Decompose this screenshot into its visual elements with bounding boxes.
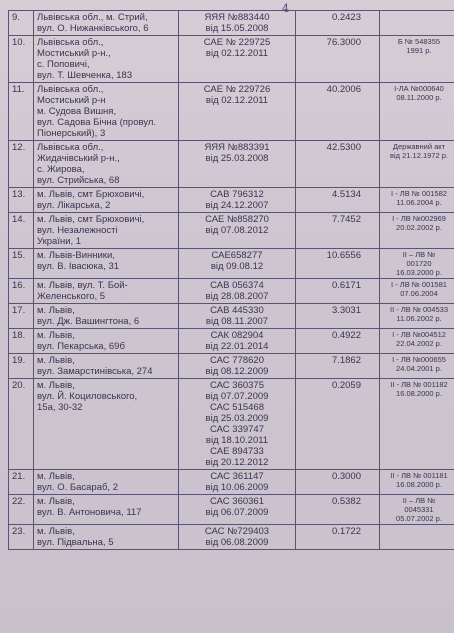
- certificate-cell-line: від 25.03.2009: [205, 413, 269, 424]
- address-cell: [34, 470, 179, 495]
- certificate-cell-line: САС 778620: [210, 355, 264, 366]
- table-row: [9, 11, 454, 36]
- address-cell-line: м. Львів, вул. Т. Бой-: [37, 280, 128, 291]
- property-table: [8, 10, 454, 550]
- certificate-cell-line: САЕ 894733: [210, 446, 264, 457]
- registration-cell: [380, 379, 454, 470]
- row-number: 18.: [9, 329, 34, 354]
- address-cell-line: вул. Й. Коциловського,: [37, 391, 138, 402]
- address-cell-line: м. Львів-Винники,: [37, 250, 115, 261]
- area-cell: 40.2006: [296, 83, 380, 141]
- registration-cell-line: І-ЛА №000640: [394, 84, 444, 93]
- registration-cell-line: 22.04.2002 р.: [396, 339, 442, 348]
- registration-cell: [380, 141, 454, 188]
- registration-cell: [380, 329, 454, 354]
- address-cell: [34, 279, 179, 304]
- registration-cell-line: ІІ – ЛВ №: [402, 496, 436, 505]
- certificate-cell-line: САВ 056374: [210, 280, 264, 291]
- area-cell: 76.3000: [296, 36, 380, 83]
- certificate-cell: [179, 141, 296, 188]
- row-number: 19.: [9, 354, 34, 379]
- certificate-cell: [179, 354, 296, 379]
- area-cell: 0.4922: [296, 329, 380, 354]
- certificate-cell-line: САС 515468: [210, 402, 264, 413]
- registration-cell-line: 16.08.2000 р.: [396, 480, 442, 489]
- address-cell: [34, 304, 179, 329]
- address-cell-line: вул. Підвальна, 5: [37, 537, 114, 548]
- certificate-cell-line: САВ 445330: [210, 305, 264, 316]
- certificate-cell-line: від 09.08.12: [210, 261, 264, 272]
- registration-cell-line: 08.11.2000 р.: [396, 93, 442, 102]
- table-row: [9, 495, 454, 525]
- area-cell: 0.3000: [296, 470, 380, 495]
- registration-cell: [380, 36, 454, 83]
- row-number: 13.: [9, 188, 34, 213]
- page-number: 4: [282, 2, 289, 15]
- address-cell-line: вул. О. Басараб, 2: [37, 482, 118, 493]
- registration-cell-line: ІІ – ЛВ №: [402, 250, 436, 259]
- registration-cell: [380, 304, 454, 329]
- address-cell-line: Львівська обл.,: [37, 84, 104, 95]
- certificate-cell-line: САС 360375: [210, 380, 264, 391]
- registration-cell: [380, 354, 454, 379]
- registration-cell-line: 16.03.2000 р.: [396, 268, 442, 277]
- area-cell: 42.5300: [296, 141, 380, 188]
- certificate-cell-line: від 22.01.2014: [205, 341, 269, 352]
- registration-cell: [380, 11, 454, 36]
- certificate-cell-line: від 08.12.2009: [205, 366, 269, 377]
- address-cell: [34, 249, 179, 279]
- address-cell-line: м. Львів,: [37, 380, 75, 391]
- registration-cell-line: 16.08.2000 р.: [396, 389, 442, 398]
- registration-cell-line: 20.02.2002 р.: [396, 223, 442, 232]
- table-row: [9, 83, 454, 141]
- registration-cell-line: 1991 р.: [406, 46, 432, 55]
- address-cell-line: Мостиський р-н: [37, 95, 106, 106]
- row-number: 15.: [9, 249, 34, 279]
- table-row: [9, 354, 454, 379]
- row-number: 14.: [9, 213, 34, 249]
- address-cell-line: вул. Т. Шевченка, 183: [37, 70, 133, 81]
- address-cell-line: вул. В. Івасюка, 31: [37, 261, 120, 272]
- certificate-cell-line: САС 360361: [210, 496, 264, 507]
- area-cell: 3.3031: [296, 304, 380, 329]
- registration-cell-line: 24.04.2001 р.: [396, 364, 442, 373]
- address-cell: [34, 525, 179, 550]
- area-cell: 10.6556: [296, 249, 380, 279]
- address-cell: [34, 83, 179, 141]
- registration-cell: [380, 213, 454, 249]
- table-row: [9, 249, 454, 279]
- registration-cell-line: 11.06.2002 р.: [396, 314, 442, 323]
- certificate-cell-line: САЕ № 229726: [203, 84, 271, 95]
- area-cell: 0.2059: [296, 379, 380, 470]
- certificate-cell-line: від 28.08.2007: [205, 291, 269, 302]
- certificate-cell-line: від 25.03.2008: [205, 153, 269, 164]
- certificate-cell-line: від 07.07.2009: [205, 391, 269, 402]
- certificate-cell: [179, 249, 296, 279]
- certificate-cell: [179, 525, 296, 550]
- address-cell: [34, 213, 179, 249]
- certificate-cell: [179, 304, 296, 329]
- address-cell-line: Жидачівський р-н.,: [37, 153, 120, 164]
- address-cell-line: вул. Пекарська, 69б: [37, 341, 125, 352]
- registration-cell-line: І - ЛВ №002969: [392, 214, 446, 223]
- certificate-cell-line: САВ 796312: [210, 189, 264, 200]
- address-cell-line: вул. Замарстинівська, 274: [37, 366, 153, 377]
- certificate-cell: [179, 11, 296, 36]
- table-row: [9, 304, 454, 329]
- registration-cell: [380, 279, 454, 304]
- table-row: [9, 470, 454, 495]
- row-number: 10.: [9, 36, 34, 83]
- certificate-cell-line: ЯЯЯ №883391: [204, 142, 270, 153]
- registration-cell: [380, 249, 454, 279]
- certificate-cell-line: САС 339747: [210, 424, 264, 435]
- certificate-cell-line: САЕ № 229725: [203, 37, 271, 48]
- table-row: [9, 188, 454, 213]
- address-cell: [34, 188, 179, 213]
- certificate-cell-line: від 06.08.2009: [205, 537, 269, 548]
- table-row: [9, 141, 454, 188]
- area-cell: 0.2423: [296, 11, 380, 36]
- registration-cell: [380, 188, 454, 213]
- certificate-cell: [179, 36, 296, 83]
- certificate-cell: [179, 279, 296, 304]
- address-cell-line: вул. Незалежності: [37, 225, 118, 236]
- address-cell-line: м. Львів, смт Брюховичі,: [37, 189, 145, 200]
- certificate-cell-line: від 02.12.2011: [205, 95, 269, 106]
- certificate-cell: [179, 329, 296, 354]
- address-cell-line: Львівська обл., м. Стрий,: [37, 12, 148, 23]
- certificate-cell-line: САК 082904: [210, 330, 264, 341]
- row-number: 22.: [9, 495, 34, 525]
- registration-cell-line: ІІ - ЛВ № 001181: [390, 471, 448, 480]
- address-cell-line: м. Львів,: [37, 305, 75, 316]
- table-row: [9, 525, 454, 550]
- certificate-cell-line: від 15.05.2008: [205, 23, 269, 34]
- row-number: 11.: [9, 83, 34, 141]
- address-cell: [34, 329, 179, 354]
- address-cell-line: м. Львів,: [37, 355, 75, 366]
- address-cell-line: Львівська обл.,: [37, 142, 104, 153]
- registration-cell-line: 11.06.2004 р.: [396, 198, 442, 207]
- row-number: 9.: [9, 11, 34, 36]
- address-cell: [34, 141, 179, 188]
- certificate-cell-line: від 18.10.2011: [205, 435, 269, 446]
- row-number: 16.: [9, 279, 34, 304]
- address-cell: [34, 495, 179, 525]
- table-row: [9, 379, 454, 470]
- registration-cell-line: ІІ - ЛВ № 001182: [390, 380, 448, 389]
- address-cell-line: вул. О. Нижанківського, 6: [37, 23, 149, 34]
- registration-cell: [380, 525, 454, 550]
- row-number: 21.: [9, 470, 34, 495]
- row-number: 12.: [9, 141, 34, 188]
- certificate-cell-line: САЕ658277: [211, 250, 263, 261]
- registration-cell-line: 0045331: [404, 505, 434, 514]
- address-cell-line: вул. Дж. Вашингтона, 6: [37, 316, 140, 327]
- area-cell: 0.1722: [296, 525, 380, 550]
- address-cell-line: вул. Садова Бічна (провул.: [37, 117, 157, 128]
- area-cell: 0.6171: [296, 279, 380, 304]
- table-row: [9, 279, 454, 304]
- area-cell: 4.5134: [296, 188, 380, 213]
- certificate-cell-line: САС 361147: [210, 471, 264, 482]
- certificate-cell-line: від 08.11.2007: [205, 316, 269, 327]
- address-cell-line: Піонерський), 3: [37, 128, 106, 139]
- certificate-cell-line: від 10.06.2009: [205, 482, 269, 493]
- address-cell-line: вул. Лікарська, 2: [37, 200, 111, 211]
- row-number: 17.: [9, 304, 34, 329]
- registration-cell: [380, 470, 454, 495]
- row-number: 20.: [9, 379, 34, 470]
- registration-cell-line: ІІ - ЛВ № 004533: [390, 305, 448, 314]
- address-cell-line: 15а, 30-32: [37, 402, 83, 413]
- registration-cell-line: І - ЛВ №000655: [392, 355, 446, 364]
- address-cell-line: м. Львів, смт Брюховичі,: [37, 214, 145, 225]
- table-row: [9, 329, 454, 354]
- certificate-cell-line: від 07.08.2012: [205, 225, 269, 236]
- table-row: [9, 213, 454, 249]
- certificate-cell: [179, 213, 296, 249]
- certificate-cell-line: від 24.12.2007: [205, 200, 269, 211]
- table-body: [9, 11, 454, 550]
- address-cell-line: м. Львів,: [37, 330, 75, 341]
- certificate-cell: [179, 83, 296, 141]
- registration-cell-line: І - ЛВ № 001581: [391, 280, 447, 289]
- address-cell-line: України, 1: [37, 236, 82, 247]
- registration-cell-line: 001720: [406, 259, 432, 268]
- address-cell-line: м. Львів,: [37, 526, 75, 537]
- address-cell-line: с. Поповичі,: [37, 59, 90, 70]
- certificate-cell: [179, 379, 296, 470]
- address-cell-line: Желенського, 5: [37, 291, 106, 302]
- certificate-cell-line: САС №729403: [204, 526, 270, 537]
- address-cell-line: Мостиський р-н.,: [37, 48, 111, 59]
- address-cell-line: вул. Стрийська, 68: [37, 175, 120, 186]
- certificate-cell: [179, 470, 296, 495]
- certificate-cell-line: від 02.12.2011: [205, 48, 269, 59]
- address-cell: [34, 379, 179, 470]
- certificate-cell-line: САЕ №858270: [205, 214, 269, 225]
- registration-cell-line: Б № 548355: [397, 37, 441, 46]
- area-cell: 0.5382: [296, 495, 380, 525]
- area-cell: 7.7452: [296, 213, 380, 249]
- address-cell: [34, 36, 179, 83]
- certificate-cell: [179, 188, 296, 213]
- address-cell-line: м. Львів,: [37, 496, 75, 507]
- address-cell: [34, 354, 179, 379]
- table-row: [9, 36, 454, 83]
- address-cell-line: с. Жирова,: [37, 164, 85, 175]
- address-cell-line: вул. В. Антоновича, 117: [37, 507, 142, 518]
- address-cell-line: м. Судова Вишня,: [37, 106, 117, 117]
- address-cell-line: Львівська обл.,: [37, 37, 104, 48]
- row-number: 23.: [9, 525, 34, 550]
- area-cell: 7.1862: [296, 354, 380, 379]
- registration-cell-line: 05.07.2002 р.: [396, 514, 442, 523]
- address-cell: [34, 11, 179, 36]
- registration-cell-line: від 21.12.1972 р.: [390, 151, 448, 160]
- certificate-cell: [179, 495, 296, 525]
- registration-cell-line: Державний акт: [392, 142, 446, 151]
- registration-cell: [380, 83, 454, 141]
- registration-cell-line: І - ЛВ № 001582: [391, 189, 447, 198]
- address-cell-line: м. Львів,: [37, 471, 75, 482]
- certificate-cell-line: ЯЯЯ №883440: [204, 12, 270, 23]
- certificate-cell-line: від 06.07.2009: [205, 507, 269, 518]
- registration-cell-line: 07.06.2004: [400, 289, 438, 298]
- registration-cell: [380, 495, 454, 525]
- certificate-cell-line: від 20.12.2012: [205, 457, 269, 468]
- registration-cell-line: І - ЛВ №004512: [392, 330, 446, 339]
